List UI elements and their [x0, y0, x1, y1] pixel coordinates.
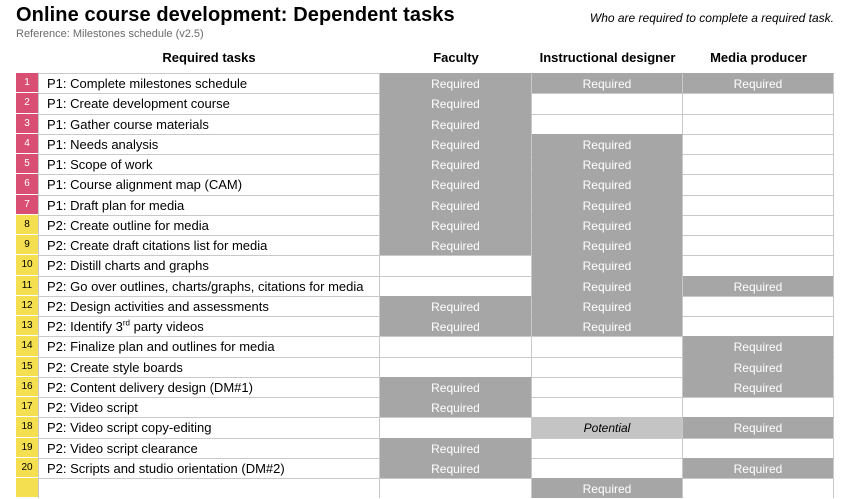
- media-producer-cell: Required: [683, 458, 834, 478]
- task-name: [38, 316, 380, 336]
- media-producer-cell: Required: [683, 417, 834, 437]
- table-row: [16, 417, 834, 437]
- instructional-designer-cell: [532, 336, 683, 356]
- faculty-cell: Required: [380, 235, 532, 255]
- table-row: [16, 134, 834, 154]
- media-producer-cell: [683, 316, 834, 336]
- media-producer-cell: Required: [683, 357, 834, 377]
- table-row: [16, 154, 834, 174]
- media-producer-cell: Required: [683, 73, 834, 93]
- task-name: P2: Create style boards: [38, 357, 380, 377]
- table-row: [16, 276, 834, 296]
- row-number: 6: [16, 174, 38, 194]
- column-header-instructional-designer: Instructional designer: [539, 50, 676, 65]
- row-number: 5: [16, 154, 38, 174]
- task-name-part: P2: Identify 3: [47, 319, 123, 334]
- table-row: [16, 195, 834, 215]
- header-note: Who are required to complete a required task.: [589, 11, 834, 25]
- faculty-cell: Required: [380, 377, 532, 397]
- table-row: [16, 114, 834, 134]
- row-number: 7: [16, 195, 38, 215]
- task-name: P2: Distill charts and graphs: [38, 255, 380, 275]
- faculty-cell: [380, 336, 532, 356]
- faculty-cell: Required: [380, 215, 532, 235]
- table-row: [16, 316, 834, 336]
- task-name: P1: Course alignment map (CAM): [38, 174, 380, 194]
- instructional-designer-cell: Required: [532, 478, 683, 498]
- table-row: [16, 235, 834, 255]
- media-producer-cell: [683, 114, 834, 134]
- instructional-designer-cell: [532, 458, 683, 478]
- media-producer-cell: [683, 174, 834, 194]
- row-number: 15: [16, 357, 38, 377]
- row-number: 10: [16, 255, 38, 275]
- media-producer-cell: Required: [683, 336, 834, 356]
- faculty-cell: Required: [380, 458, 532, 478]
- table-row: [16, 93, 834, 113]
- row-number: 19: [16, 438, 38, 458]
- task-name: P1: Create development course: [38, 93, 380, 113]
- faculty-cell: [380, 478, 532, 498]
- task-name: P2: Video script clearance: [38, 438, 380, 458]
- instructional-designer-cell: Required: [532, 154, 683, 174]
- faculty-cell: Required: [380, 134, 532, 154]
- instructional-designer-cell: Required: [532, 195, 683, 215]
- table-row: [16, 377, 834, 397]
- faculty-cell: Required: [380, 174, 532, 194]
- column-header-faculty: Faculty: [433, 50, 479, 65]
- media-producer-cell: [683, 134, 834, 154]
- table-row: [16, 357, 834, 377]
- faculty-cell: Required: [380, 316, 532, 336]
- faculty-cell: Required: [380, 154, 532, 174]
- task-name: P2: Video script copy-editing: [38, 417, 380, 437]
- faculty-cell: Required: [380, 93, 532, 113]
- table-row: [16, 478, 834, 498]
- row-number: 17: [16, 397, 38, 417]
- media-producer-cell: [683, 438, 834, 458]
- media-producer-cell: [683, 478, 834, 498]
- table-row: [16, 215, 834, 235]
- task-name: P2: Video script: [38, 397, 380, 417]
- faculty-cell: [380, 357, 532, 377]
- page-title: Online course development: Dependent tasks: [16, 4, 455, 26]
- faculty-cell: Required: [380, 114, 532, 134]
- instructional-designer-cell: Potential: [532, 417, 683, 437]
- table-row: [16, 336, 834, 356]
- table-row: [16, 296, 834, 316]
- row-number: 1: [16, 73, 38, 93]
- instructional-designer-cell: Required: [532, 276, 683, 296]
- task-name: P2: Go over outlines, charts/graphs, citations for media: [38, 276, 380, 296]
- media-producer-cell: [683, 397, 834, 417]
- column-header-tasks: Required tasks: [162, 50, 256, 65]
- faculty-cell: [380, 417, 532, 437]
- task-name-superscript: rd: [122, 318, 131, 328]
- page-subtitle: Reference: Milestones schedule (v2.5): [16, 28, 204, 40]
- faculty-cell: Required: [380, 195, 532, 215]
- task-name: P1: Scope of work: [38, 154, 380, 174]
- task-name: P2: Content delivery design (DM#1): [38, 377, 380, 397]
- instructional-designer-cell: [532, 397, 683, 417]
- instructional-designer-cell: Required: [532, 296, 683, 316]
- column-header-media-producer: Media producer: [710, 50, 807, 65]
- instructional-designer-cell: Required: [532, 73, 683, 93]
- task-table: [16, 73, 834, 498]
- instructional-designer-cell: [532, 357, 683, 377]
- table-row: [16, 255, 834, 275]
- row-number: [16, 478, 38, 498]
- task-name: P1: Complete milestones schedule: [38, 73, 380, 93]
- instructional-designer-cell: Required: [532, 235, 683, 255]
- row-number: 4: [16, 134, 38, 154]
- task-name: P1: Gather course materials: [38, 114, 380, 134]
- row-number: 16: [16, 377, 38, 397]
- faculty-cell: Required: [380, 73, 532, 93]
- faculty-cell: Required: [380, 397, 532, 417]
- task-name: P2: Create outline for media: [38, 215, 380, 235]
- row-number: 14: [16, 336, 38, 356]
- table-row: [16, 458, 834, 478]
- task-name-part: party videos: [130, 319, 204, 334]
- faculty-cell: Required: [380, 438, 532, 458]
- faculty-cell: Required: [380, 296, 532, 316]
- row-number: 18: [16, 417, 38, 437]
- row-number: 11: [16, 276, 38, 296]
- instructional-designer-cell: Required: [532, 255, 683, 275]
- row-number: 2: [16, 93, 38, 113]
- instructional-designer-cell: [532, 438, 683, 458]
- row-number: 12: [16, 296, 38, 316]
- instructional-designer-cell: Required: [532, 134, 683, 154]
- task-name: P2: Scripts and studio orientation (DM#2): [38, 458, 380, 478]
- task-name: P1: Needs analysis: [38, 134, 380, 154]
- media-producer-cell: [683, 154, 834, 174]
- media-producer-cell: [683, 255, 834, 275]
- row-number: 3: [16, 114, 38, 134]
- row-number: 13: [16, 316, 38, 336]
- table-row: [16, 438, 834, 458]
- task-name: P2: Design activities and assessments: [38, 296, 380, 316]
- faculty-cell: [380, 255, 532, 275]
- task-name: P2: Create draft citations list for media: [38, 235, 380, 255]
- row-number: 9: [16, 235, 38, 255]
- media-producer-cell: [683, 215, 834, 235]
- instructional-designer-cell: Required: [532, 174, 683, 194]
- table-row: [16, 174, 834, 194]
- media-producer-cell: [683, 235, 834, 255]
- media-producer-cell: [683, 195, 834, 215]
- instructional-designer-cell: Required: [532, 215, 683, 235]
- instructional-designer-cell: [532, 93, 683, 113]
- media-producer-cell: Required: [683, 276, 834, 296]
- task-name: [38, 478, 380, 498]
- instructional-designer-cell: [532, 377, 683, 397]
- media-producer-cell: [683, 93, 834, 113]
- task-name: P2: Finalize plan and outlines for media: [38, 336, 380, 356]
- faculty-cell: [380, 276, 532, 296]
- task-name: P1: Draft plan for media: [38, 195, 380, 215]
- row-number: 8: [16, 215, 38, 235]
- row-number: 20: [16, 458, 38, 478]
- media-producer-cell: Required: [683, 377, 834, 397]
- table-row: [16, 397, 834, 417]
- instructional-designer-cell: [532, 114, 683, 134]
- media-producer-cell: [683, 296, 834, 316]
- table-row: [16, 73, 834, 93]
- instructional-designer-cell: Required: [532, 316, 683, 336]
